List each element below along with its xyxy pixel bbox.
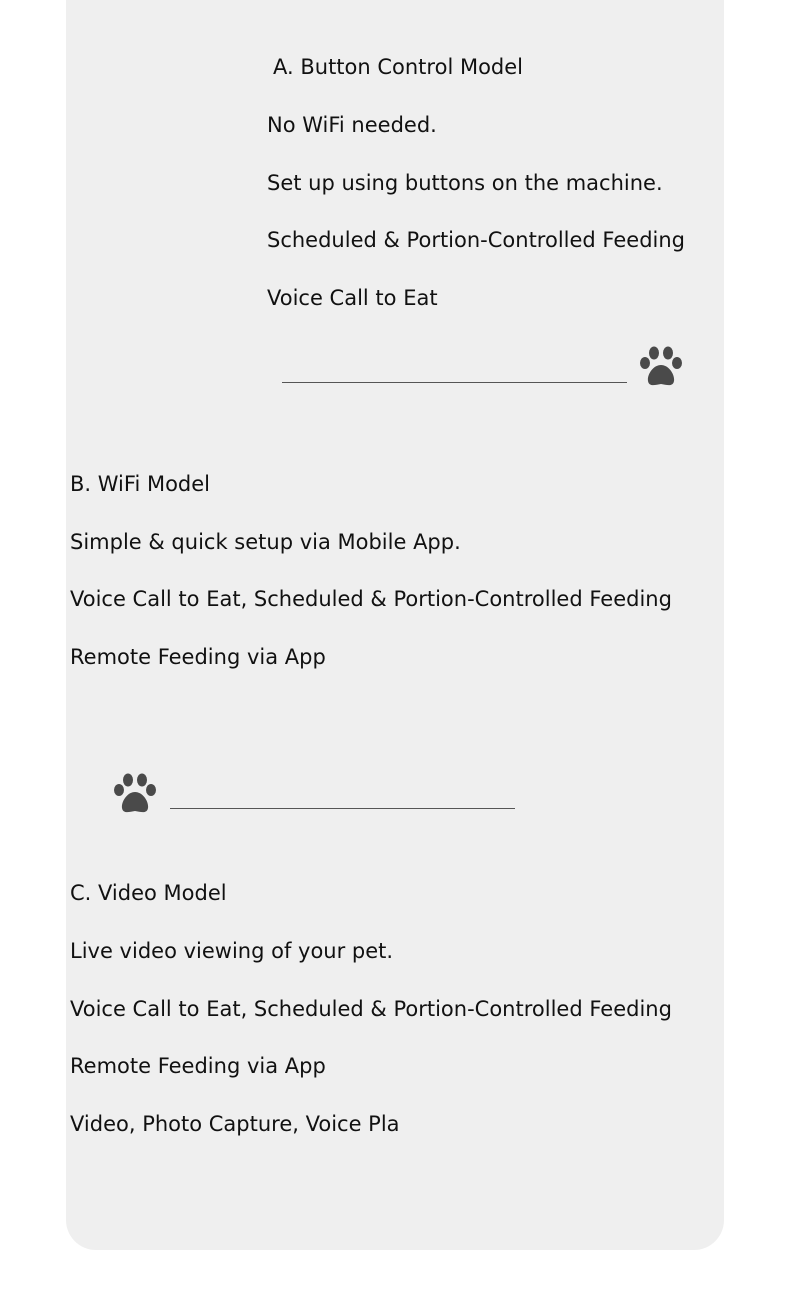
- paw-icon: [638, 346, 684, 388]
- section-a-line-3: Scheduled & Portion-Controlled Feeding: [267, 228, 686, 252]
- section-b-line-3: Remote Feeding via App: [70, 645, 326, 669]
- section-a-line-1: No WiFi needed.: [267, 113, 437, 137]
- section-a-line-2: Set up using buttons on the machine.: [267, 171, 663, 195]
- section-a-divider: [282, 382, 627, 383]
- section-b-line-2: Voice Call to Eat, Scheduled & Portion-Controlled Feeding: [70, 587, 672, 611]
- section-b-title: B. WiFi Model: [70, 472, 211, 496]
- section-a-line-4: Voice Call to Eat: [267, 286, 438, 310]
- section-c-line-3: Remote Feeding via App: [70, 1054, 326, 1078]
- section-c-line-1: Live video viewing of your pet.: [70, 939, 394, 963]
- section-c-title: C. Video Model: [70, 881, 227, 905]
- section-a-title: A. Button Control Model: [273, 55, 524, 79]
- section-b-divider: [170, 808, 515, 809]
- paw-icon: [112, 773, 158, 815]
- section-c-line-4: Video, Photo Capture, Voice Pla: [70, 1112, 400, 1136]
- section-b-line-1: Simple & quick setup via Mobile App.: [70, 530, 461, 554]
- section-c-line-2: Voice Call to Eat, Scheduled & Portion-Controlled Feeding: [70, 997, 672, 1021]
